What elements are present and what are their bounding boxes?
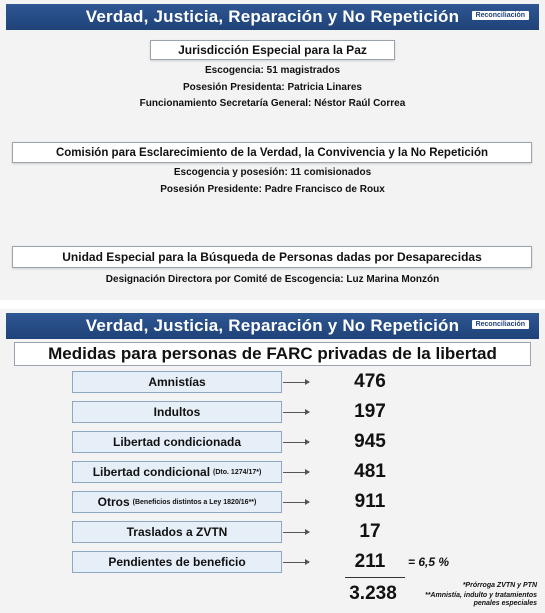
jep-line: Funcionamiento Secretaría General: Néstor Raúl Correa xyxy=(139,98,406,109)
banner-title: Verdad, Justicia, Reparación y No Repetición xyxy=(85,316,460,335)
unidad-heading: Unidad Especial para la Búsqueda de Personas dadas por Desaparecidas xyxy=(12,246,532,268)
measure-value: 945 xyxy=(354,431,386,452)
measure-label xyxy=(72,491,282,513)
measure-value: 197 xyxy=(354,401,386,422)
measure-row xyxy=(0,430,545,454)
footnote: **Amnistía, indulto y tratamientos xyxy=(424,592,537,599)
measure-label-text: Amnistías xyxy=(148,375,206,389)
banner xyxy=(6,4,539,30)
comision-heading: Comisión para Esclarecimiento de la Verdad, la Convivencia y la No Repetición xyxy=(12,142,532,163)
measure-row xyxy=(0,490,545,514)
measure-value: 211 xyxy=(354,551,386,572)
arrow-icon xyxy=(283,442,309,443)
measure-label xyxy=(72,461,282,483)
jep-heading: Jurisdicción Especial para la Paz xyxy=(150,40,395,60)
measure-label xyxy=(72,551,282,573)
measure-row xyxy=(0,370,545,394)
measure-label-text: Indultos xyxy=(153,405,201,419)
slide-measures xyxy=(0,309,545,613)
measure-value: 481 xyxy=(354,461,386,482)
measure-label xyxy=(72,401,282,423)
measure-row xyxy=(0,550,545,574)
jep-line: Escogencia: 51 magistrados xyxy=(204,65,341,76)
total-divider xyxy=(345,577,405,578)
measure-label-text: Otros xyxy=(97,495,130,509)
arrow-icon xyxy=(283,472,309,473)
banner-tag: Reconciliación xyxy=(472,11,529,20)
arrow-icon xyxy=(283,502,309,503)
banner-title: Verdad, Justicia, Reparación y No Repetición xyxy=(85,7,460,26)
arrow-icon xyxy=(283,412,309,413)
measure-label-text: Libertad condicional xyxy=(92,465,211,479)
footnote: *Prórroga ZVTN y PTN xyxy=(462,582,537,589)
banner-tag: Reconciliación xyxy=(472,320,529,329)
arrow-icon xyxy=(283,382,309,383)
arrow-icon xyxy=(283,532,309,533)
measure-row xyxy=(0,400,545,424)
measure-label-text: Pendientes de beneficio xyxy=(108,555,246,569)
measure-note: (Dto. 1274/17*) xyxy=(213,468,262,476)
total-value: 3.238 xyxy=(349,583,397,604)
comision-line: Posesión Presidente: Padre Francisco de Roux xyxy=(160,184,385,195)
banner xyxy=(6,313,539,339)
measure-label xyxy=(72,431,282,453)
unidad-line: Designación Directora por Comité de Escogencia: Luz Marina Monzón xyxy=(105,274,440,285)
measure-row xyxy=(0,460,545,484)
measures-title: Medidas para personas de FARC privadas de la libertad xyxy=(14,342,531,366)
measure-label-text: Traslados a ZVTN xyxy=(126,525,228,539)
measure-value: 17 xyxy=(359,521,381,542)
measure-label-text: Libertad condicionada xyxy=(112,435,241,449)
measure-label xyxy=(72,371,282,393)
slide-institutions xyxy=(0,0,545,300)
comision-line: Escogencia y posesión: 11 comisionados xyxy=(173,167,372,178)
arrow-icon xyxy=(283,562,309,563)
measure-label xyxy=(72,521,282,543)
jep-line: Posesión Presidenta: Patricia Linares xyxy=(183,82,362,93)
measure-value: 911 xyxy=(354,491,386,512)
measure-row xyxy=(0,520,545,544)
footnote: penales especiales xyxy=(473,600,537,607)
pending-percent: = 6,5 % xyxy=(408,555,450,569)
measure-value: 476 xyxy=(354,371,386,392)
measure-note: (Beneficios distintos a Ley 1820/16**) xyxy=(132,498,257,506)
